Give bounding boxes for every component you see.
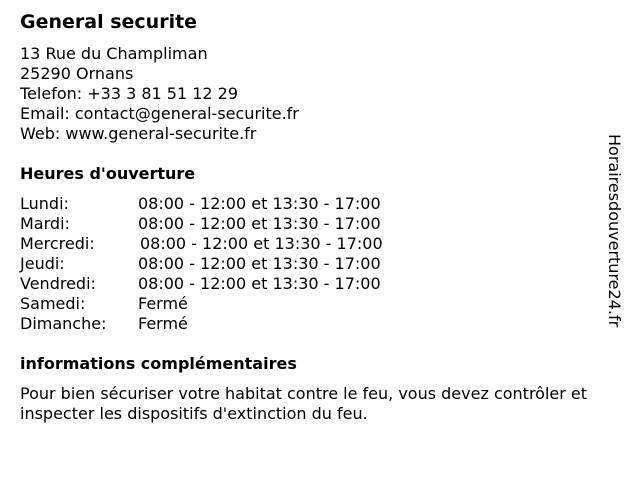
hours-heading: Heures d'ouverture (20, 164, 196, 183)
info-heading: informations complémentaires (20, 354, 297, 373)
phone-line: Telefon: +33 3 81 51 12 29 (20, 84, 239, 103)
watermark-text: Horairesdouverture24.fr (605, 134, 624, 328)
email-line: Email: contact@general-securite.fr (20, 104, 299, 123)
contact-block (20, 44, 299, 144)
web-line: Web: www.general-securite.fr (20, 124, 257, 143)
day-label: Lundi: (20, 194, 69, 213)
info-text: Pour bien sécuriser votre habitat contre le feu, vous devez contrôler et inspecter les dispositifs d'extinction du feu. (20, 384, 588, 423)
day-label: Mardi: (20, 214, 70, 233)
day-label: Jeudi: (20, 254, 65, 273)
time-value: 08:00 - 12:00 et 13:30 - 17:00 (138, 214, 381, 233)
day-label: Dimanche: (20, 314, 107, 333)
day-label: Vendredi: (20, 274, 96, 293)
business-name: General securite (20, 11, 198, 33)
watermark (605, 134, 636, 370)
time-value: 08:00 - 12:00 et 13:30 - 17:00 (138, 254, 381, 273)
time-value: 08:00 - 12:00 et 13:30 - 17:00 (138, 194, 381, 213)
day-label: Samedi: (20, 294, 86, 313)
address-street: 13 Rue du Champliman (20, 44, 208, 63)
time-value: Fermé (138, 294, 188, 313)
time-value: 08:00 - 12:00 et 13:30 - 17:00 (138, 274, 381, 293)
address-city: 25290 Ornans (20, 64, 134, 83)
time-value: 08:00 - 12:00 et 13:30 - 17:00 (140, 234, 383, 253)
day-label: Mercredi: (20, 234, 95, 253)
time-value: Fermé (138, 314, 188, 333)
